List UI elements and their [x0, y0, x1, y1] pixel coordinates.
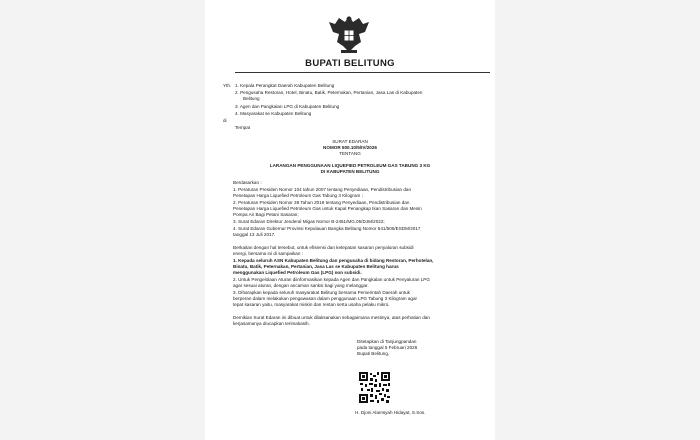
recipient-di: di	[223, 118, 227, 123]
point-line: Binatu, Batik, Peternakan, Pertanian, Jasa Las se Kabupaten Belitung harus	[233, 264, 399, 269]
letter-page	[205, 0, 495, 440]
letter-subject-2: DI KABUPATEN BELITUNG	[320, 169, 380, 174]
letter-kind: SURAT EDARAN	[332, 139, 368, 144]
point-line: berperan dalam melakukan pengawasan dalam penggunaan LPG Tabung 3 Kilogram agar	[233, 296, 418, 301]
point-line: menggunakan Liquefied Petroleum Gas (LPG) non subsidi.	[233, 270, 362, 275]
basis-line: Penetapan Harga Liquefied Petroleum Gas untuk Kapal Penangkap Ikan Sasaran dan Mesin	[233, 206, 422, 211]
signature-date: pada tanggal 5 Februari 2026	[357, 345, 418, 350]
recipient-prefix: Yth.	[223, 83, 232, 88]
header-divider	[235, 72, 490, 73]
recipient-3: 3. Agen dan Pangkalan LPG di Kabupaten Belitung	[235, 104, 340, 109]
basis-line: 1. Peraturan Presiden Nomor 104 tahun 2007 tentang Penyediaan, Pendistribusian dan	[233, 187, 412, 192]
point-line: 2. Untuk Pengelolaan Aturan diinformasikan kepada Agen dan Pangkalan untuk Penyaluran LPG	[233, 277, 430, 282]
letter-subject-1: LARANGAN PENGGUNAAN LIQUEFIED PETROLEUM GAS TABUNG 3 KG	[269, 163, 431, 168]
basis-line: 3. Surat Edaran Direktur Jenderal Migas Nomor B-2461/MG.05/DJM/2022;	[233, 219, 385, 224]
point-line: 3. Diharapkan kepada seluruh masyarakat Belitung bersama Pemerintah Daerah untuk	[233, 290, 410, 295]
point-line: tepat sasaran yaitu, masyarakat miskin dan rentan serta usaha pelaku mikro.	[233, 302, 390, 307]
letter-about: TENTANG	[339, 151, 361, 156]
basis-line: Pompa Air Bagi Petani Sasaran;	[233, 212, 299, 217]
recipient-1: 1. Kepala Perangkat Daerah Kabupaten Belitung	[235, 83, 335, 88]
intro-line: energi, bersama ini di sampaikan :	[233, 251, 303, 256]
basis-line: 2. Peraturan Presiden Nomor 38 Tahun 2019 tentang Penyediaan, Pendistribusian dan	[233, 200, 410, 205]
recipient-2-cont: Belitung	[243, 96, 260, 101]
page-title: BUPATI BELITUNG	[305, 58, 395, 69]
closing-line: kerjasamanya diucapkan terimakasih.	[233, 321, 310, 326]
recipient-tempat: Tempat	[235, 125, 251, 130]
recipient-4: 4. Masyarakat se Kabupaten Belitung	[235, 111, 312, 116]
signature-place: Ditetapkan di Tanjungpandan	[357, 339, 417, 344]
point-line: agar sesuai aturan, dengan ancaman sanksi bagi yang melanggar.	[233, 283, 369, 288]
qr-code-icon	[358, 371, 391, 404]
recipient-2: 2. Pengusaha Restoran, Hotel, Binatu, Batik, Peternakan, Pertanian, Jasa Las di Kabupaten	[235, 90, 423, 95]
closing-line: Demikian Surat Edaran ini dibuat untuk dilaksanakan sebagaimana mestinya, atas perhatian dan	[233, 315, 430, 320]
letter-number: NOMOR 500.10/5/IV/2026	[323, 145, 377, 150]
basis-line: 4. Surat Edaran Gubernur Provinsi Kepulauan Bangka Belitung Nomor 541/505/ESDM/2017	[233, 226, 421, 231]
basis-label: Berdasarkan :	[233, 180, 262, 185]
basis-line: Penetapan Harga Liquefied Petroleum Gas Tabung 3 Kilogram ;	[233, 193, 363, 198]
intro-line: Berkaitan dengan hal tersebut, untuk efisiensi dan ketepatan sasaran penyaluran subsidi	[233, 245, 414, 250]
garuda-emblem-icon	[325, 12, 373, 56]
signature-name: H. Djoni Alamsyah Hidayat, S.Sos.	[355, 410, 426, 415]
signature-office: Bupati Belitung,	[357, 351, 390, 356]
basis-line: tanggal 13 Juli 2017.	[233, 232, 276, 237]
point-line: 1. Kepada seluruh ASN Kabupaten Belitung dan pengusaha di bidang Restoran, Perhotelan,	[233, 258, 434, 263]
